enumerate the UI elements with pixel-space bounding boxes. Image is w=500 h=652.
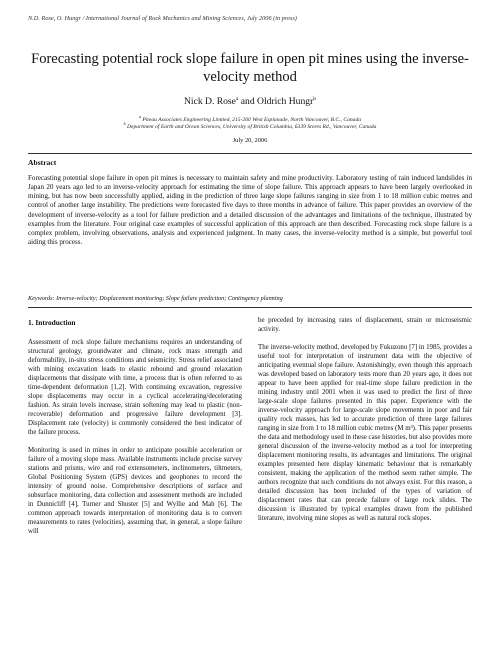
keywords: Keywords: Inverse-velocity; Displacement monitoring; Slope failure prediction; Contingency planning — [28, 295, 283, 302]
divider — [28, 153, 472, 154]
author-conjunction: and — [238, 96, 258, 108]
affiliation-marker: a — [138, 114, 141, 119]
author-name: Nick D. Rose — [183, 96, 236, 108]
affiliation-b — [40, 121, 460, 130]
left-column — [28, 318, 242, 545]
section-heading: 1. Introduction — [28, 318, 76, 327]
affiliation-marker: b — [313, 96, 317, 102]
running-head: N.D. Rose, O. Hungr / International Journal of Rock Mechanics and Mining Sciences, July 2006 (in press) — [28, 15, 297, 22]
affiliation-text: Piteau Associates Engineering Limited, 215-260 West Esplanade, North Vancouver, B.C., Canada — [142, 116, 362, 123]
affiliation-text: Department of Earth and Ocean Sciences, University of British Columbia, 6339 Stores Rd., Vancouver, Canada — [126, 123, 377, 130]
divider — [28, 307, 472, 308]
affiliation-marker: a — [235, 96, 239, 102]
paper-title: Forecasting potential rock slope failure in open pit mines using the inverse-velocity method — [31, 51, 469, 85]
author-line — [0, 96, 500, 107]
author-name: Oldrich Hungr — [257, 96, 314, 108]
body-paragraph: The inverse-velocity method, developed by Fukuzono [7] in 1985, provides a useful tool for interpretation of instrument data with the objective of anticipating eventual slope failure. Astonishingly, even though this approach was developed based on laboratory tests more than 20 years ago, it does not appear to have been applied for real-time slope failure prediction in the mining industry until 2001 when it was used to predict the first of three large-scale slope failures presented in this paper. Experience with the inverse-velocity approach for large-scale slope movements in poor and fair quality rock masses, has led to accurate prediction of three large failures ranging in size from 1 to 18 million cubic metres (M m³). This paper presents the data and methodology used in these case histories, but also provides more general discussion of the inverse-velocity method as a tool for interpreting displacement monitoring results, its advantages and limitations. The original examples presented here display kinematic behaviour that is remarkably consistent, making the application of the method seem rather simple. The authors recognize that such conditions do not always exist. For this reason, a detailed discussion has been included of the types of variation of displacement rates that can precede failure of large rock slides. The discussion is illustrated by typical examples drawn from the published literature, involving mine slopes as well as natural rock slopes. — [258, 344, 472, 522]
paper-date: July 20, 2006 — [232, 137, 268, 144]
body-paragraph: be preceded by increasing rates of displacement, strain or microseismic activity. — [258, 317, 472, 333]
body-paragraph: Monitoring is used in mines in order to anticipate possible acceleration or failure of a moving slope mass. Available instruments include precise survey stations and prisms, wire and rod extensometers, inclinometers, tiltmeters, Global Positioning System (GPS) devices and geophones to record the intensity of ground noise. Comprehensive descriptions of surface and subsurface monitoring, data collection and assessment methods are included in Dunnicliff [4], Turner and Shuster [5] and Wyllie and Mah [6]. The common approach towards interpretation of monitoring data is to convert measurements to rates (velocities), assuming that, in general, a slope failure will — [28, 447, 242, 535]
right-column — [258, 316, 472, 532]
abstract-body: Forecasting potential slope failure in open pit mines is necessary to maintain safety and mine productivity. Laboratory testing of rain induced landslides in Japan 20 years ago led to an inverse-velocity approach for estimating the time of slope failure. This approach appears to have been largely overlooked in mining, but has now been successfully applied, aiding in the prediction of three large slope failures ranging in size from 1 to 18 million cubic metres and control of another large instability. The predictions were forecasted five days to three months in advance of failure. This paper provides an overview of the development of inverse-velocity as a tool for failure prediction and a detailed discussion of the advantages and limitations of the technique, illustrated by examples from the literature. Four original case examples of successful application of this approach are then described. Forecasting rock slope failure is a complex problem, involving observations, analysis and experienced judgment. In many cases, the inverse-velocity method is a simple, but powerful tool aiding this process. — [28, 174, 472, 247]
body-paragraph: Assessment of rock slope failure mechanisms requires an understanding of structural geology, groundwater and climate, rock mass strength and deformability, in-situ stress conditions and seismicity. Stress relief associated with mining excavation leads to elastic rebound and ground relaxation displacements that dissipate with time, a process that is often referred to as time-dependent deformation [1,2]. With continuing excavation, regressive slope displacements may occur in a cyclical accelerating/decelerating fashion. As strain levels increase, strain softening may lead to plastic (non-recoverable) deformation and progressive failure development [3]. Displacement rate (velocity) is commonly considered the best indicator of the failure process. — [28, 339, 242, 436]
abstract-heading: Abstract — [28, 158, 57, 167]
affiliation-marker: b — [123, 121, 126, 126]
